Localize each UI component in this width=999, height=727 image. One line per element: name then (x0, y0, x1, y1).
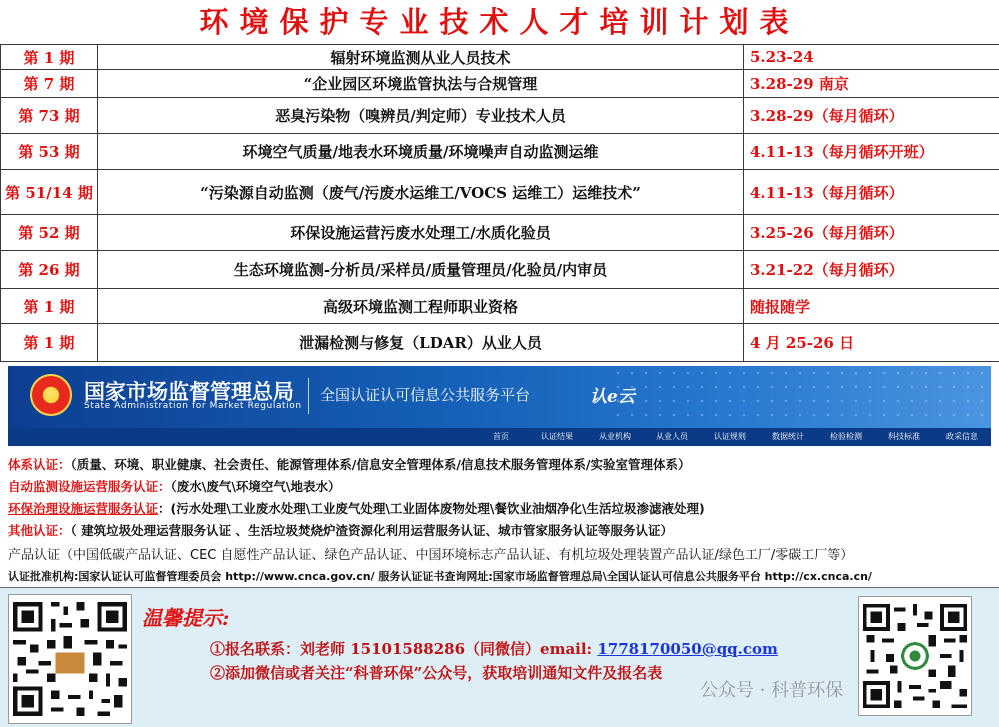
system-cert-label: 体系认证： (8, 457, 71, 472)
training-schedule-table (0, 44, 999, 362)
product-cert-line: 产品认证（中国低碳产品认证、CEC 自愿性产品认证、绿色产品认证、中国环境标志产品认证、有机垃圾处理装置产品认证/绿色工厂/零碳工厂等） (8, 548, 854, 563)
nav-item[interactable]: 数据统计 (772, 432, 804, 441)
auto-cert-label: 自动监测设施运营服务认证： (8, 479, 171, 494)
system-cert-text: （质量、环境、职业健康、社会责任、能源管理体系/信息安全管理体系/信息技术服务管理体系/实验室管理体系） (70, 457, 691, 472)
date-cell: 4.11-13（每月循环） (744, 170, 999, 215)
period-cell: 第 26 期 (1, 251, 98, 289)
contact-email-link[interactable]: 1778170050@qq.com (597, 640, 778, 658)
org-name-en: State Administration for Market Regulation (84, 401, 302, 411)
period-cell: 第 1 期 (1, 324, 98, 362)
other-cert-text: （ 建筑垃圾处理运营服务认证 、生活垃圾焚烧炉渣资源化利用运营服务认证、城市管家服务认证等服务认证） (70, 523, 673, 538)
date-cell: 5.23-24 (744, 45, 999, 70)
tips-title: 温馨提示: (142, 606, 230, 630)
period-cell: 第 7 期 (1, 70, 98, 98)
official-account-qr-code (858, 596, 972, 716)
banner-nav (8, 428, 991, 446)
period-cell: 第 1 期 (1, 289, 98, 324)
table-row (1, 170, 999, 215)
contact-line (210, 638, 778, 659)
banner-pattern (611, 366, 991, 428)
other-cert-label: 其他认证： (8, 523, 71, 538)
date-cell: 随报随学 (744, 289, 999, 324)
table-row (1, 134, 999, 170)
date-cell: 4 月 25-26 日 (744, 324, 999, 362)
date-cell: 4.11-13（每月循环开班） (744, 134, 999, 170)
nav-item[interactable]: 从业机构 (599, 432, 631, 441)
period-cell: 第 51/14 期 (1, 170, 98, 215)
nav-item[interactable]: 政采信息 (946, 432, 978, 441)
samr-banner (8, 366, 991, 446)
nav-item[interactable]: 认证规则 (714, 432, 746, 441)
nav-item[interactable]: 科技标准 (888, 432, 920, 441)
course-cell: 泄漏检测与修复（LDAR）从业人员 (98, 324, 744, 362)
platform-logo: 认e云 (590, 387, 635, 407)
course-cell: 环保设施运营污废水处理工/水质化验员 (98, 215, 744, 251)
contact-text: ①报名联系：刘老师 15101588286（同微信）email: (210, 640, 598, 658)
course-cell: 环境空气质量/地表水环境质量/环境噪声自动监测运维 (98, 134, 744, 170)
table-row (1, 289, 999, 324)
period-cell: 第 52 期 (1, 215, 98, 251)
period-cell: 第 73 期 (1, 98, 98, 134)
contact-area (0, 587, 999, 727)
table-row (1, 324, 999, 362)
platform-name: 全国认证认可信息公共服务平台 (320, 386, 531, 404)
date-cell: 3.28-29 南京 (744, 70, 999, 98)
follow-line: ②添加微信或者关注“科普环保”公众号，获取培训通知文件及报名表 (210, 664, 663, 682)
banner-divider (308, 378, 309, 414)
nav-item[interactable]: 首页 (493, 432, 509, 441)
date-cell: 3.28-29（每月循环） (744, 98, 999, 134)
course-cell: 恶臭污染物（嗅辨员/判定师）专业技术人员 (98, 98, 744, 134)
course-cell: “污染源自动监测（废气/污废水运维工/VOCS 运维工）运维技术” (98, 170, 744, 215)
table-row (1, 98, 999, 134)
date-cell: 3.21-22（每月循环） (744, 251, 999, 289)
page-title: 环境保护专业技术人才培训计划表 (0, 0, 999, 45)
course-cell: 辐射环境监测从业人员技术 (98, 45, 744, 70)
watermark: 公众号 · 科普环保 (700, 680, 844, 701)
table-row (1, 70, 999, 98)
table-row (1, 215, 999, 251)
nav-item[interactable]: 认证结果 (541, 432, 573, 441)
auto-cert-line (8, 477, 340, 495)
treat-cert-line (8, 499, 705, 517)
period-cell: 第 1 期 (1, 45, 98, 70)
system-cert-line (8, 455, 690, 473)
wechat-qr-code (8, 594, 132, 724)
approval-line: 认证批准机构:国家认证认可监督管理委员会 http://www.cnca.gov.cn/ 服务认证证书查询网址:国家市场监督管理总局\全国认证认可信息公共服务平台 http://cx.cnca.cn/ (8, 570, 872, 583)
period-cell: 第 53 期 (1, 134, 98, 170)
national-emblem-icon: ★ (30, 374, 72, 416)
nav-item[interactable]: 从业人员 (656, 432, 688, 441)
date-cell: 3.25-26（每月循环） (744, 215, 999, 251)
table-row (1, 45, 999, 70)
course-cell: 高级环境监测工程师职业资格 (98, 289, 744, 324)
course-cell: “企业园区环境监管执法与合规管理 (98, 70, 744, 98)
course-cell: 生态环境监测-分析员/采样员/质量管理员/化验员/内审员 (98, 251, 744, 289)
table-row (1, 251, 999, 289)
treat-cert-label: 环保治理设施运营服务认证 (8, 501, 159, 516)
treat-cert-text: ：(污水处理\工业废水处理\工业废气处理\工业固体废物处理\餐饮业油烟净化\生活垃圾渗滤液处理) (158, 501, 705, 516)
org-name: 国家市场监督管理总局 (84, 380, 294, 404)
nav-item[interactable]: 检验检测 (830, 432, 862, 441)
auto-cert-text: （废水\废气\环境空气\地表水） (170, 479, 341, 494)
other-cert-line (8, 521, 673, 539)
